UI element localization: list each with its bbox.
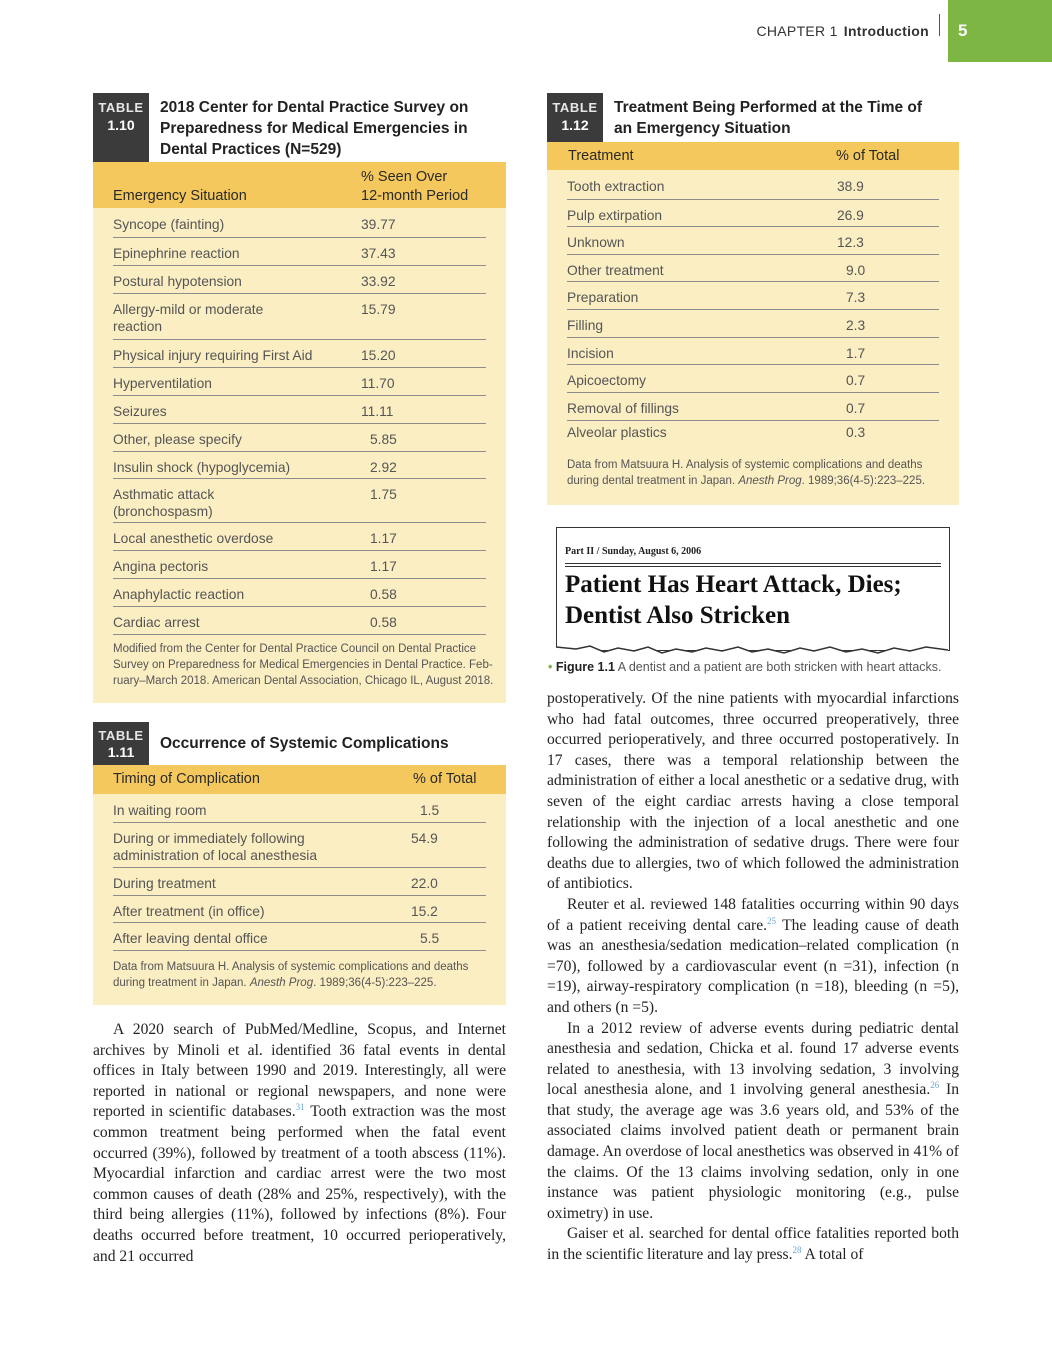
row-value: 11.70 [361,376,395,391]
row-label-line: (bronchospasm) [113,504,213,519]
newspaper-dateline: Part II / Sunday, August 6, 2006 [565,546,702,557]
left-body-text [93,1020,506,1267]
note-line: ruary–March 2018. American Dental Association, Chicago IL, August 2018. [113,675,494,687]
row-label: In waiting room [113,803,207,818]
row-label [113,301,263,335]
title-line: Preparedness for Medical Emergencies in [160,120,468,137]
row-label: Seizures [113,404,167,419]
table-1-11-header [93,765,506,794]
dateline-rule [565,563,941,564]
table-row [113,367,486,396]
paragraph-text: In that study, the average age was 3.6 years old, and 53% of the associated claims involved patient death or permanent brain damage. An overdose of local anesthetics was observed in 41% of the claims. Of the 13 claims involving sedation, only in one instance was patient physiologic monitoring (e.g., pulse oximetry) in use. [547,1081,960,1222]
table-row [567,281,939,310]
paragraph-text: Reuter et al. reviewed 148 fatalities occurring within 90 days of a patient receiving dental care. [547,895,959,934]
table-row [113,208,486,238]
col-header-situation: Emergency Situation [113,188,247,204]
table-1-10-header [93,162,506,208]
caption-label: Figure 1.1 [555,660,615,674]
table-row [113,606,486,635]
dateline-rule [565,566,941,567]
row-value: 2.3 [846,318,866,333]
table-row [113,522,486,551]
table-tag-word: TABLE [98,728,144,743]
table-row [113,822,486,868]
table-row [113,237,486,266]
row-label: Apicoectomy [567,373,646,388]
table-1-12-title [614,97,922,139]
row-value: 54.9 [411,831,438,846]
note-line: Data from Matsuura H. Analysis of systemic complications and deaths [113,961,469,973]
table-tag-number: 1.12 [561,117,589,133]
row-value: 0.7 [846,373,866,388]
table-row [113,265,486,294]
note-text: during treatment in Japan. [113,977,250,989]
title-line: an Emergency Situation [614,120,791,137]
row-value: 1.17 [370,531,397,546]
table-row [113,423,486,452]
row-value: 1.75 [370,487,397,502]
row-label-line: During or immediately following [113,831,305,846]
row-label: Cardiac arrest [113,615,200,630]
table-tag-number: 1.11 [107,744,135,760]
table-row [567,226,939,255]
table-row [113,478,486,523]
note-line [113,975,499,991]
col-header-percent [361,168,468,206]
row-label: Physical injury requiring First Aid [113,348,313,363]
row-label: Syncope (fainting) [113,217,225,232]
table-row [567,392,939,421]
paragraph-text: Tooth extraction was the most common treatment being performed when the fatal event occurred (39%), followed by treatment of a tooth abscess (11%). Myocardial infarction and cardiac arrest were the two most common causes of death (28% and 25%, respectively), with the third being allergies (11%), followed by infections (8%). Four deaths occurred before treatment, 10 occurred perioperatively, and 21 occurred [93,1103,507,1265]
row-value: 5.5 [420,931,440,946]
note-line: Modified from the Center for Dental Practice Council on Dental Practice [113,643,477,655]
row-value: 7.3 [846,290,866,305]
row-label: Removal of fillings [567,401,679,416]
table-1-11-title: Occurrence of Systemic Complications [160,735,449,752]
table-row [113,578,486,607]
table-row [113,293,486,340]
row-value: 0.7 [846,401,866,416]
row-value: 15.2 [411,904,438,919]
note-line: Survey on Preparedness for Medical Emergencies in Dental Practice. Feb- [113,659,493,671]
row-value: 0.58 [370,587,397,602]
row-value: 0.58 [370,615,397,630]
paragraph [547,895,959,1019]
table-1-12-tag [547,93,603,142]
row-value: 39.77 [361,217,396,232]
headline-line: Dentist Also Stricken [565,602,790,629]
table-row [567,254,939,282]
newspaper-clipping [556,527,950,651]
row-label-line: Allergy-mild or moderate [113,302,264,317]
table-tag-word: TABLE [552,100,598,115]
row-value: 1.7 [846,346,866,361]
note-text: during dental treatment in Japan. [567,475,739,487]
row-value: 12.3 [837,235,864,250]
torn-edge [556,643,948,659]
table-tag-number: 1.10 [107,117,135,133]
table-1-11-source-note [113,959,499,991]
row-label: After leaving dental office [113,931,268,946]
row-label [113,486,214,520]
row-label: Preparation [567,290,639,305]
table-row [567,420,939,448]
chapter-title: Introduction [843,23,929,39]
col-header-line: 12-month Period [361,188,469,204]
row-value: 22.0 [411,876,438,891]
note-line [567,473,953,489]
row-label-line: Asthmatic attack [113,487,215,502]
caption-bullet: • [548,660,553,674]
page-number: 5 [948,0,1052,62]
row-value: 26.9 [837,208,864,223]
table-1-10-title [160,97,468,160]
row-label [113,830,317,864]
table-row [567,309,939,338]
caption-text: A dentist and a patient are both stricken with heart attacks. [617,660,942,674]
row-value: 37.43 [361,246,396,261]
reference-link[interactable]: 31 [295,1102,305,1113]
chapter-number: CHAPTER 1 [756,23,838,39]
paragraph [93,1020,506,1267]
row-value: 11.11 [361,404,394,419]
row-value: 38.9 [837,179,864,194]
table-row [567,199,939,227]
row-value: 2.92 [370,460,397,475]
row-label: Angina pectoris [113,559,209,574]
reference-link[interactable]: 26 [930,1080,940,1091]
row-label: Local anesthetic overdose [113,531,274,546]
row-label: Epinephrine reaction [113,246,240,261]
paragraph-text: Gaiser et al. searched for dental office fatalities reported both in the scientific literature and lay press. [547,1225,959,1264]
title-line: 2018 Center for Dental Practice Survey on [160,99,469,116]
chapter-label [756,0,939,62]
row-value: 9.0 [846,263,866,278]
table-1-12 [547,93,959,505]
paragraph [547,1224,959,1265]
reference-link[interactable]: 25 [767,915,777,926]
table-row [113,451,486,479]
col-header-line: % Seen Over [361,169,448,185]
table-row [567,170,939,200]
row-label: Filling [567,318,604,333]
row-label: Anaphylactic reaction [113,587,245,602]
title-line: Treatment Being Performed at the Time of [614,99,923,116]
row-label-line: administration of local anesthesia [113,848,318,863]
table-row [113,395,486,424]
row-value: 1.17 [370,559,397,574]
row-value: 5.85 [370,432,397,447]
table-row [113,922,486,951]
table-row [113,895,486,923]
col-header-percent: % of Total [836,148,900,164]
paragraph-text: A total of [801,1246,864,1264]
table-1-12-header [547,142,959,170]
row-label: Unknown [567,235,625,250]
row-value: 0.3 [846,425,866,440]
paragraph [547,1019,959,1225]
table-1-11 [93,722,506,1005]
row-label: Pulp extirpation [567,208,663,223]
table-1-11-tag [93,722,149,765]
table-row [113,794,486,823]
row-value: 33.92 [361,274,396,289]
note-journal: Anesth Prog [738,475,802,487]
right-body-text [547,689,959,1266]
table-tag-word: TABLE [98,100,144,115]
paragraph-text: The leading cause of death was an anesthesia/sedation medication–related complication (n =70), followed by a cardiovascular event (n =31), infection (n =19), airway-respiratory complication (n =18), bleeding (n =5), and others (n =5). [547,916,959,1016]
note-text: . 1989;36(4-5):223–225. [313,977,437,989]
col-header-timing: Timing of Complication [113,771,260,787]
table-1-12-source-note [567,457,953,489]
title-line: Dental Practices (N=529) [160,141,342,158]
row-value: 15.20 [361,348,396,363]
note-journal: Anesth Prog [249,977,314,989]
table-row [567,337,939,365]
headline-line: Patient Has Heart Attack, Dies; [565,571,902,598]
newspaper-headline [565,569,902,631]
row-value: 1.5 [420,803,440,818]
table-row [567,364,939,393]
running-head [756,0,1052,62]
table-row [113,867,486,896]
row-label: Postural hypotension [113,274,242,289]
col-header-treatment: Treatment [568,148,634,164]
paragraph: postoperatively. Of the nine patients with myocardial infarctions who had fatal outcomes, three occurred preoperatively, three occurred perioperatively, and three occurred postoperatively. In 17 cases, there was a temporal relationship between the administration of either a local anesthetic or a sedative drug, with seven of the eight cardiac arrests having a close temporal relationship with the injection of a local anesthetic and one following the administration of sedative drugs. There were four deaths due to allergies, two of which followed the administration of antibiotics. [547,690,959,893]
row-label: After treatment (in office) [113,904,265,919]
table-row [113,550,486,579]
row-label: Tooth extraction [567,179,665,194]
row-label: Other, please specify [113,432,242,447]
table-1-10-source-note [113,641,499,689]
row-label: Insulin shock (hypoglycemia) [113,460,291,475]
note-text: . 1989;36(4-5):223–225. [801,475,926,487]
row-label: Alveolar plastics [567,425,667,440]
row-label: Hyperventilation [113,376,212,391]
paragraph-text: In a 2012 review of adverse events during pediatric dental anesthesia and sedation, Chicka et al. found 17 adverse events related to anesthesia, with 13 involving sedation, 3 involving local anesthesia alone, and 1 involving general anesthesia. [547,1019,959,1099]
figure-caption [548,660,942,674]
row-value: 15.79 [361,302,396,317]
note-line: Data from Matsuura H. Analysis of systemic complications and deaths [567,459,923,471]
paragraph-text: A 2020 search of PubMed/Medline, Scopus, and Internet archives by Minoli et al. identified 36 fatal events in dental offices in Italy between 1990 and 2019. Interestingly, all were reported in national or regional newspapers, and none were reported in scientific databases. [93,1021,506,1121]
table-1-10 [93,93,506,703]
row-label: During treatment [113,876,216,891]
table-1-10-tag [93,93,149,162]
head-divider [939,14,940,36]
table-row [113,339,486,368]
reference-link[interactable]: 28 [792,1244,802,1255]
row-label: Other treatment [567,263,664,278]
row-label-line: reaction [113,319,163,334]
col-header-percent: % of Total [413,771,477,787]
row-label: Incision [567,346,614,361]
